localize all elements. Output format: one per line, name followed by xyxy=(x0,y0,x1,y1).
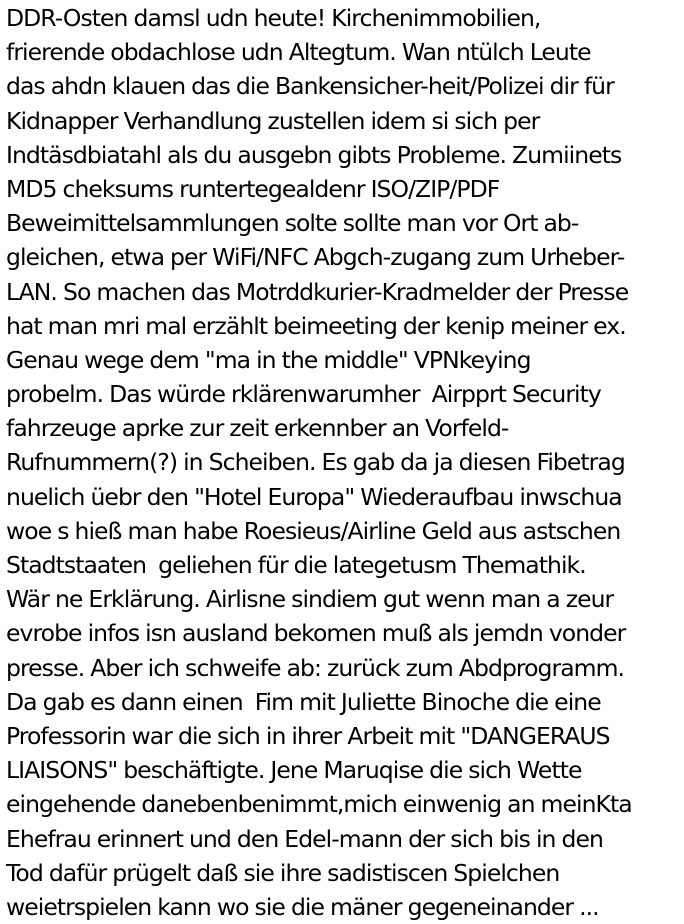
text-line: eingehende danebenbenimmt,mich einwenig an meinKta xyxy=(6,790,632,819)
text-line: das ahdn klauen das die Bankensicher-heit/Polizei dir für xyxy=(6,72,614,101)
text-line: gleichen, etwa per WiFi/NFC Abgch-zugang zum Urheber- xyxy=(6,243,625,272)
text-line: Beweimittelsammlungen solte sollte man vor Ort ab- xyxy=(6,209,579,238)
text-line: Kidnapper Verhandlung zustellen idem si sich per xyxy=(6,106,540,135)
text-line: probelm. Das würde rklärenwarumher Airpprt Security xyxy=(6,380,601,409)
text-line: woe s hieß man habe Roesieus/Airline Geld aus astschen xyxy=(6,516,621,545)
text-line: Indtäsdbiatahl als du ausgebn gibts Probleme. Zumiinets xyxy=(6,140,622,169)
text-line: presse. Aber ich schweife ab: zurück zum Abdprogramm. xyxy=(6,653,625,682)
text-line: Rufnummern(?) in Scheiben. Es gab da ja diesen Fibetrag xyxy=(6,448,625,477)
text-line: weietrspielen kann wo sie die mäner gegeneinander ... xyxy=(6,892,599,921)
text-line: LAN. So machen das Motrddkurier-Kradmelder der Presse xyxy=(6,277,629,306)
text-line: Ehefrau erinnert und den Edel-mann der sich bis in den xyxy=(6,824,603,853)
text-line: LIAISONS" beschäftigte. Jene Maruqise die sich Wette xyxy=(6,756,582,785)
text-line: nuelich üebr den "Hotel Europa" Wiederaufbau inwschua xyxy=(6,482,622,511)
text-line: hat man mri mal erzählt beimeeting der kenip meiner ex. xyxy=(6,311,626,340)
text-line: Tod dafür prügelt daß sie ihre sadistiscen Spielchen xyxy=(6,858,560,887)
document-body xyxy=(6,1,682,924)
text-line: Professorin war die sich in ihrer Arbeit mit "DANGERAUS xyxy=(6,721,610,750)
text-line: fahrzeuge aprke zur zeit erkennber an Vorfeld- xyxy=(6,414,509,443)
text-line: MD5 cheksums runtertegealdenr ISO/ZIP/PDF xyxy=(6,174,500,203)
text-line: Genau wege dem "ma in the middle" VPNkeying xyxy=(6,345,531,374)
text-line: frierende obdachlose udn Altegtum. Wan ntülch Leute xyxy=(6,38,591,67)
text-line: DDR-Osten damsl udn heute! Kirchenimmobilien, xyxy=(6,4,541,32)
text-line: Stadtstaaten geliehen für die lategetusm Themathik. xyxy=(6,551,586,579)
text-line: Wär ne Erklärung. Airlisne sindiem gut wenn man a zeur xyxy=(6,585,614,614)
text-line: evrobe infos isn ausland bekomen muß als jemdn vonder xyxy=(6,619,626,648)
text-line: Da gab es dann einen Fim mit Juliette Binoche die eine xyxy=(6,687,601,716)
